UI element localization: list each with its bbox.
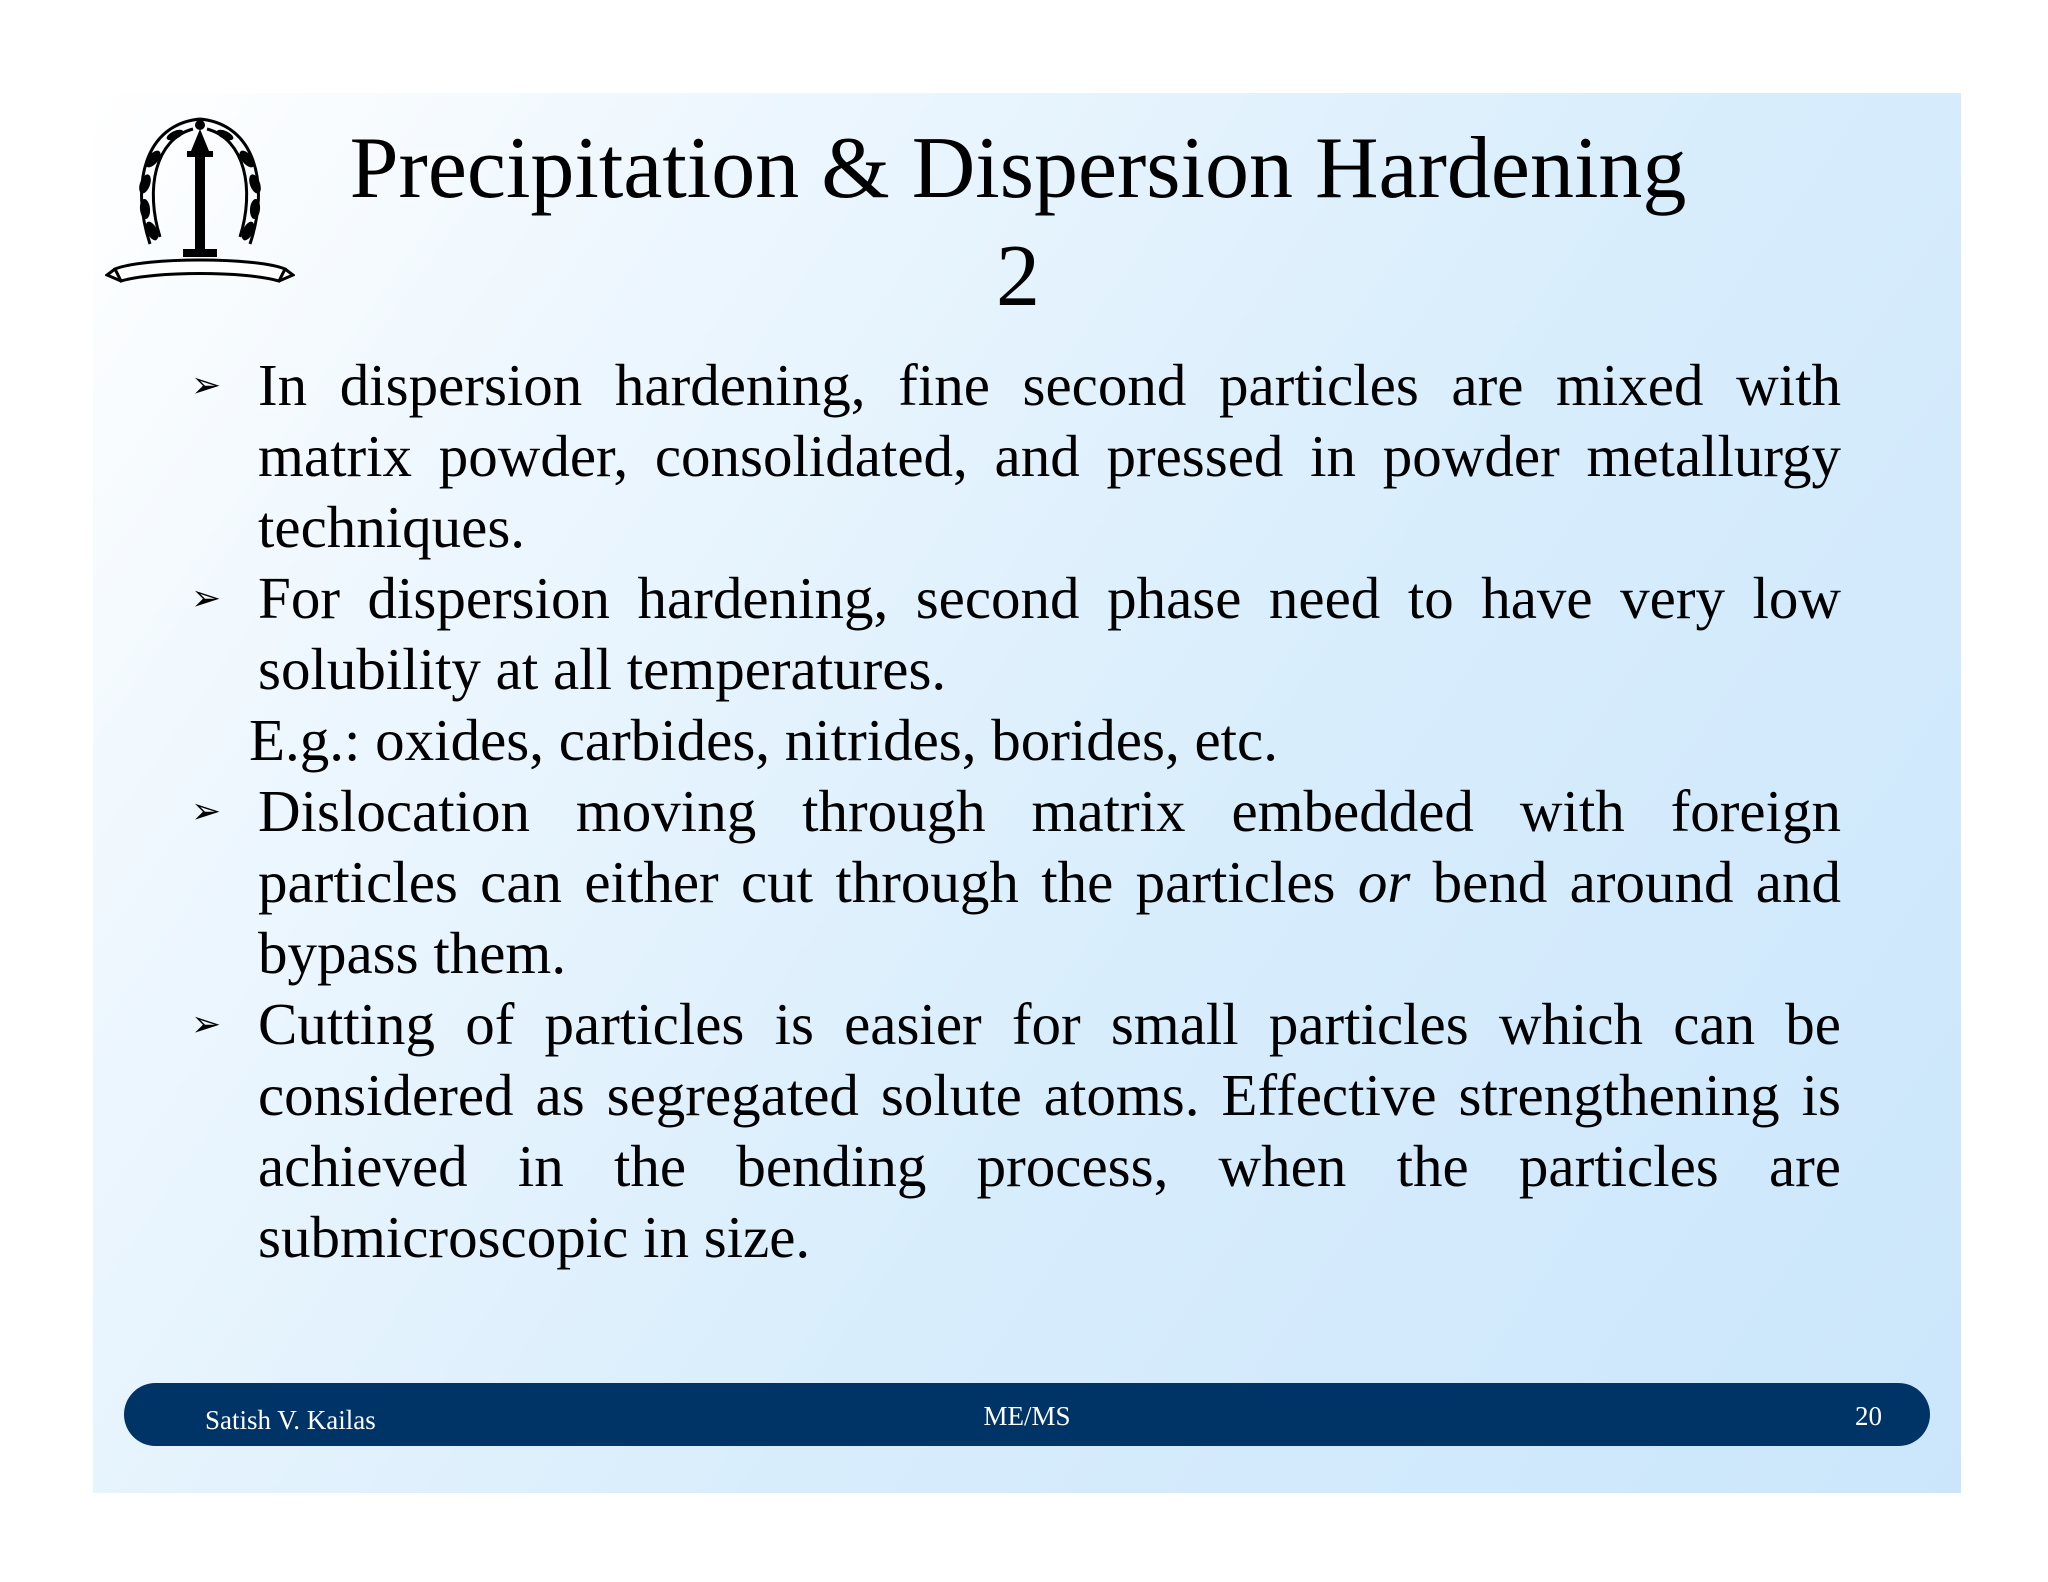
footer-department: ME/MS — [983, 1401, 1071, 1431]
bullet-text — [258, 778, 1841, 986]
bullet-arrow-icon: ➢ — [191, 791, 222, 832]
example-line: E.g.: oxides, carbides, nitrides, borides, etc. — [249, 707, 1278, 773]
bullet-item — [191, 350, 1841, 563]
footer-author: Satish V. Kailas — [205, 1405, 376, 1435]
bullet-arrow-icon: ➢ — [191, 1004, 222, 1045]
slide-body — [191, 350, 1841, 1273]
footer-page-number: 20 — [1855, 1401, 1882, 1431]
bullet-item — [191, 776, 1841, 989]
bullet-text-italic: or — [1357, 849, 1411, 915]
slide — [93, 93, 1961, 1493]
bullet-text-part: Dislocation moving through matrix embedded with foreign particles can either cut through the particles — [258, 778, 1841, 915]
bullet-item — [191, 563, 1841, 705]
title-line-1: Precipitation & Dispersion Hardening — [349, 120, 1687, 217]
footer-bar — [124, 1383, 1930, 1446]
bullet-arrow-icon: ➢ — [191, 578, 222, 619]
bullet-arrow-icon: ➢ — [191, 365, 222, 406]
bullet-text: Cutting of particles is easier for small particles which can be considered as segregated solute atoms. Effective strengthening is achieved in the bending process, when the particles are submicroscopic in size. — [258, 991, 1841, 1270]
bullet-text: For dispersion hardening, second phase need to have very low solubility at all temperatures. — [258, 565, 1841, 702]
bullet-text-part: bend around and bypass them. — [258, 849, 1841, 986]
bullet-item — [191, 989, 1841, 1273]
bullet-text: In dispersion hardening, fine second particles are mixed with matrix powder, consolidated, and pressed in powder metallurgy techniques. — [258, 352, 1841, 560]
title-line-2: 2 — [996, 228, 1040, 325]
slide-title — [253, 115, 1783, 331]
